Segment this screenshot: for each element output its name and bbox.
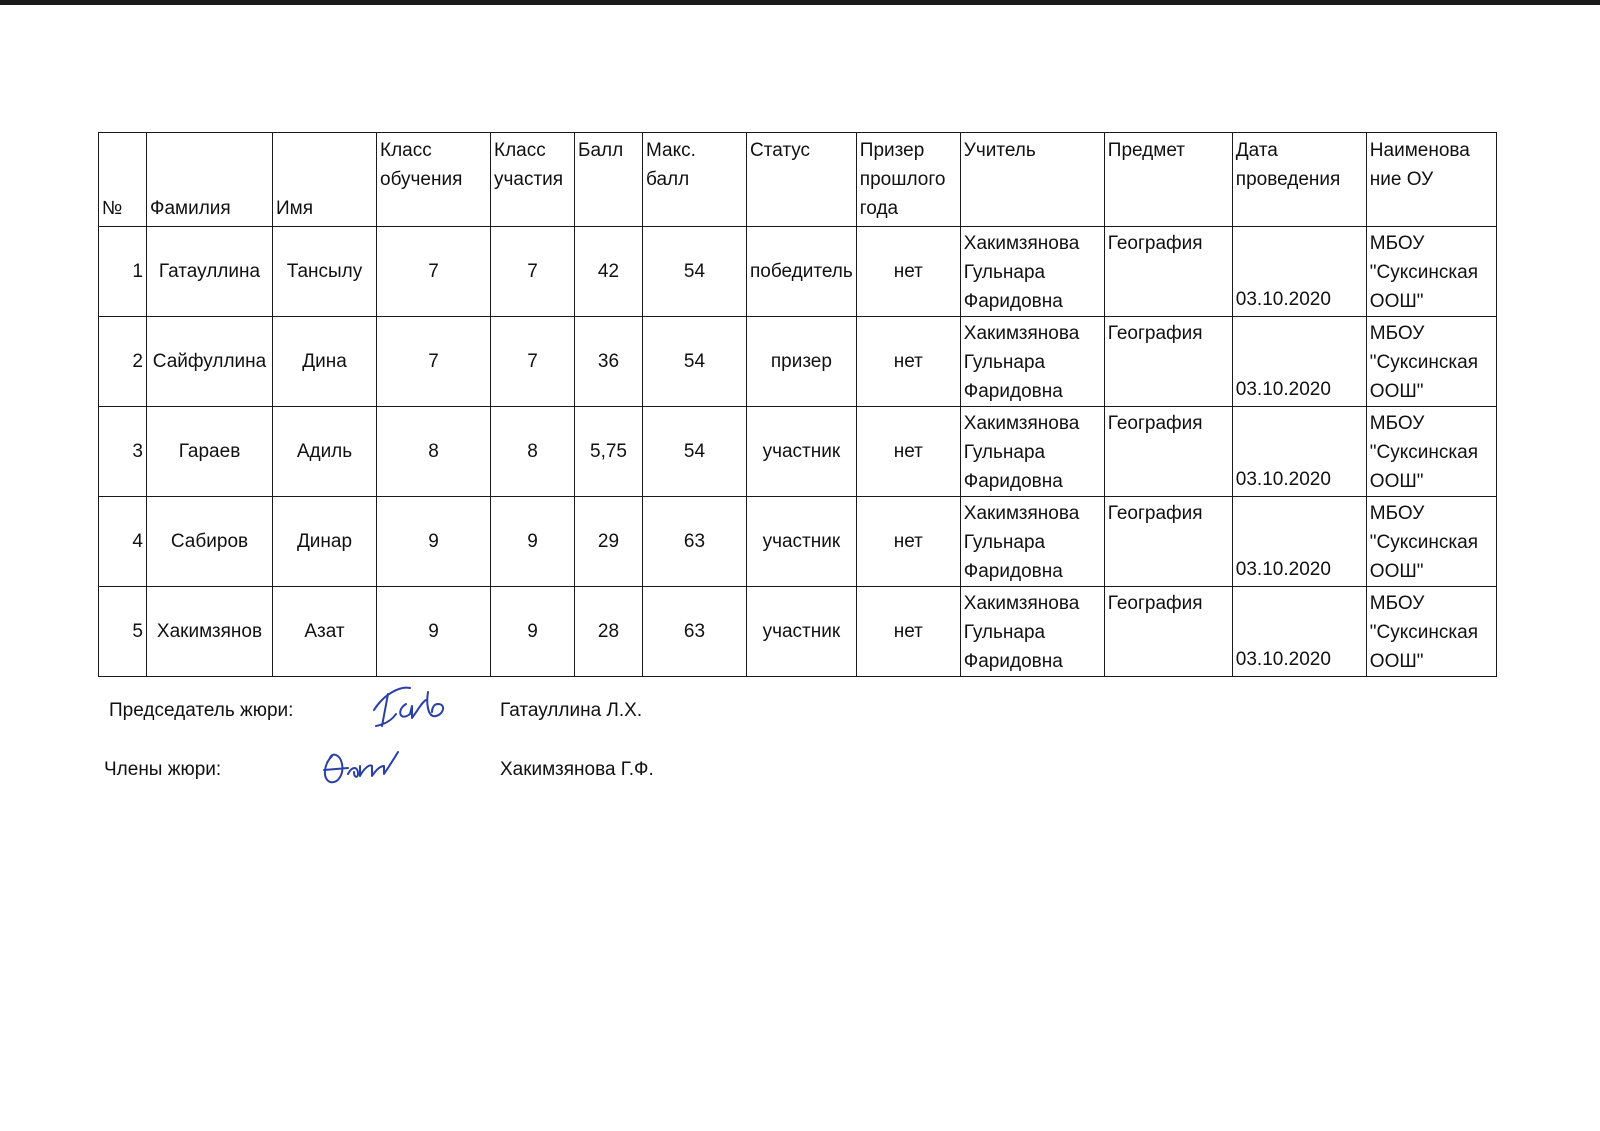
- cell-prev-winner: нет: [856, 317, 960, 407]
- cell-name: Адиль: [273, 407, 377, 497]
- cell-subject: География: [1104, 317, 1232, 407]
- cell-status: участник: [747, 497, 857, 587]
- header-class-study: Класс обучения: [377, 133, 491, 227]
- cell-date: 03.10.2020: [1232, 497, 1366, 587]
- cell-max-score: 63: [643, 587, 747, 677]
- cell-num: 5: [99, 587, 147, 677]
- cell-date: 03.10.2020: [1232, 407, 1366, 497]
- cell-surname: Сайфуллина: [147, 317, 273, 407]
- cell-school: МБОУ "Суксинская ООШ": [1366, 587, 1496, 677]
- cell-class-study: 9: [377, 497, 491, 587]
- cell-status: победитель: [747, 227, 857, 317]
- cell-prev-winner: нет: [856, 587, 960, 677]
- header-subject: Предмет: [1104, 133, 1232, 227]
- cell-max-score: 63: [643, 497, 747, 587]
- header-max-score: Макс. балл: [643, 133, 747, 227]
- scan-edge: [0, 0, 1600, 5]
- header-num: №: [99, 133, 147, 227]
- cell-prev-winner: нет: [856, 407, 960, 497]
- cell-class-participation: 9: [491, 497, 575, 587]
- cell-teacher: Хакимзянова Гульнара Фаридовна: [960, 497, 1104, 587]
- header-prev-winner: Призер прошлого года: [856, 133, 960, 227]
- cell-class-study: 9: [377, 587, 491, 677]
- cell-status: участник: [747, 587, 857, 677]
- cell-surname: Гараев: [147, 407, 273, 497]
- member-signature-icon: [318, 744, 404, 790]
- cell-status: призер: [747, 317, 857, 407]
- cell-teacher: Хакимзянова Гульнара Фаридовна: [960, 317, 1104, 407]
- cell-subject: География: [1104, 587, 1232, 677]
- cell-surname: Хакимзянов: [147, 587, 273, 677]
- cell-score: 29: [575, 497, 643, 587]
- cell-school: МБОУ "Суксинская ООШ": [1366, 317, 1496, 407]
- header-surname: Фамилия: [147, 133, 273, 227]
- header-class-participation: Класс участия: [491, 133, 575, 227]
- cell-class-study: 7: [377, 317, 491, 407]
- cell-score: 36: [575, 317, 643, 407]
- cell-teacher: Хакимзянова Гульнара Фаридовна: [960, 227, 1104, 317]
- cell-max-score: 54: [643, 317, 747, 407]
- header-teacher: Учитель: [960, 133, 1104, 227]
- header-school: Наименова ние ОУ: [1366, 133, 1496, 227]
- cell-school: МБОУ "Суксинская ООШ": [1366, 497, 1496, 587]
- table-row: [99, 317, 1497, 407]
- cell-prev-winner: нет: [856, 497, 960, 587]
- cell-class-participation: 7: [491, 227, 575, 317]
- cell-teacher: Хакимзянова Гульнара Фаридовна: [960, 407, 1104, 497]
- cell-class-participation: 8: [491, 407, 575, 497]
- cell-class-participation: 7: [491, 317, 575, 407]
- cell-score: 5,75: [575, 407, 643, 497]
- cell-score: 42: [575, 227, 643, 317]
- cell-class-study: 7: [377, 227, 491, 317]
- cell-score: 28: [575, 587, 643, 677]
- cell-class-participation: 9: [491, 587, 575, 677]
- cell-name: Тансылу: [273, 227, 377, 317]
- cell-class-study: 8: [377, 407, 491, 497]
- cell-subject: География: [1104, 407, 1232, 497]
- cell-num: 3: [99, 407, 147, 497]
- table-row: [99, 497, 1497, 587]
- cell-name: Азат: [273, 587, 377, 677]
- cell-teacher: Хакимзянова Гульнара Фаридовна: [960, 587, 1104, 677]
- chair-label: Председатель жюри:: [109, 700, 294, 721]
- header-status: Статус: [747, 133, 857, 227]
- cell-surname: Сабиров: [147, 497, 273, 587]
- cell-date: 03.10.2020: [1232, 227, 1366, 317]
- cell-max-score: 54: [643, 227, 747, 317]
- cell-name: Дина: [273, 317, 377, 407]
- chair-signature-icon: [366, 680, 452, 732]
- cell-name: Динар: [273, 497, 377, 587]
- cell-school: МБОУ "Суксинская ООШ": [1366, 407, 1496, 497]
- results-table: [98, 132, 1497, 677]
- chair-name: Гатауллина Л.Х.: [500, 700, 643, 721]
- cell-max-score: 54: [643, 407, 747, 497]
- table-row: [99, 227, 1497, 317]
- cell-subject: География: [1104, 497, 1232, 587]
- cell-num: 4: [99, 497, 147, 587]
- header-score: Балл: [575, 133, 643, 227]
- header-row: [99, 133, 1497, 227]
- cell-date: 03.10.2020: [1232, 587, 1366, 677]
- cell-status: участник: [747, 407, 857, 497]
- header-name: Имя: [273, 133, 377, 227]
- cell-school: МБОУ "Суксинская ООШ": [1366, 227, 1496, 317]
- table-row: [99, 587, 1497, 677]
- members-name: Хакимзянова Г.Ф.: [500, 759, 654, 780]
- members-label: Члены жюри:: [104, 759, 222, 780]
- table-row: [99, 407, 1497, 497]
- header-date: Дата проведения: [1232, 133, 1366, 227]
- cell-surname: Гатауллина: [147, 227, 273, 317]
- cell-num: 2: [99, 317, 147, 407]
- cell-num: 1: [99, 227, 147, 317]
- cell-prev-winner: нет: [856, 227, 960, 317]
- cell-date: 03.10.2020: [1232, 317, 1366, 407]
- cell-subject: География: [1104, 227, 1232, 317]
